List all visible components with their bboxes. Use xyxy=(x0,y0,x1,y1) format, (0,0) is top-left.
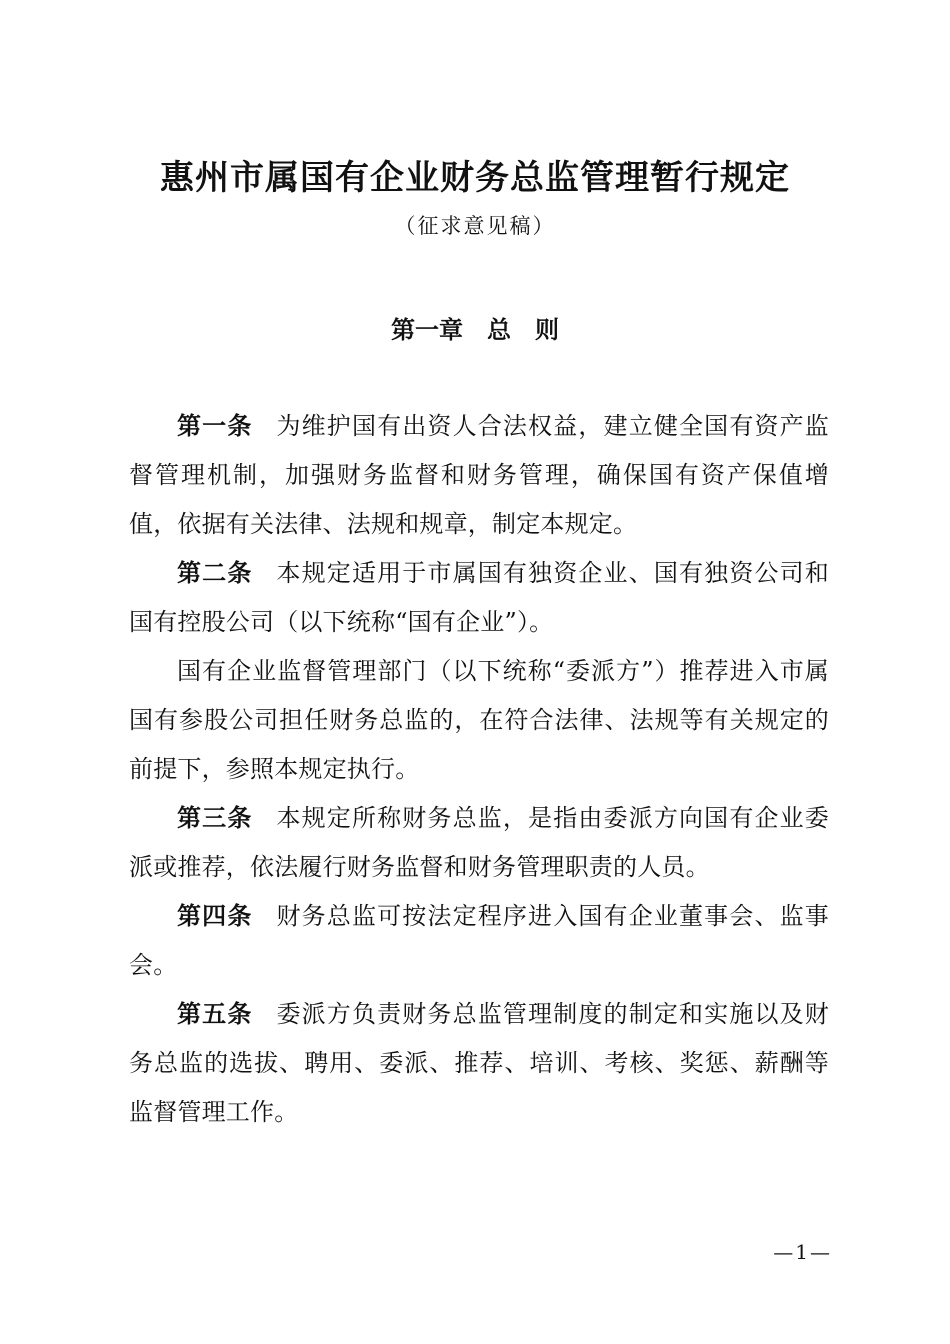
document-subtitle: （征求意见稿） xyxy=(394,214,556,238)
article-text: 国有企业监督管理部门（以下统称“委派方”）推荐进入市属国有参股公司担任财务总监的，在符合法律、法规等有关规定的前提下，参照本规定执行。 xyxy=(129,657,829,783)
article-label: 第五条 xyxy=(177,1000,253,1028)
article-2-paragraph-2 xyxy=(129,647,829,794)
article-2 xyxy=(129,549,829,647)
article-text: 委派方负责财务总监管理制度的制定和实施以及财务总监的选拔、聘用、委派、推荐、培训、考核、奖惩、薪酬等监督管理工作。 xyxy=(129,1000,829,1126)
article-text: 本规定适用于市属国有独资企业、国有独资公司和国有控股公司（以下统称“国有企业”）。 xyxy=(129,559,829,636)
article-text: 财务总监可按法定程序进入国有企业董事会、监事会。 xyxy=(129,902,829,979)
article-label: 第四条 xyxy=(177,902,253,930)
chapter-heading: 第一章 总 则 xyxy=(391,316,559,344)
article-label: 第二条 xyxy=(177,559,253,587)
article-4 xyxy=(129,892,829,990)
page-number: —1— xyxy=(773,1240,832,1264)
article-5 xyxy=(129,990,829,1137)
document-body xyxy=(129,402,829,1137)
article-label: 第一条 xyxy=(177,412,253,440)
article-label: 第三条 xyxy=(177,804,253,832)
document-title: 惠州市属国有企业财务总监管理暂行规定 xyxy=(160,158,790,198)
article-text: 为维护国有出资人合法权益，建立健全国有资产监督管理机制，加强财务监督和财务管理，确保国有资产保值增值，依据有关法律、法规和规章，制定本规定。 xyxy=(129,412,829,538)
article-text: 本规定所称财务总监，是指由委派方向国有企业委派或推荐，依法履行财务监督和财务管理职责的人员。 xyxy=(129,804,829,881)
article-3 xyxy=(129,794,829,892)
article-1 xyxy=(129,402,829,549)
